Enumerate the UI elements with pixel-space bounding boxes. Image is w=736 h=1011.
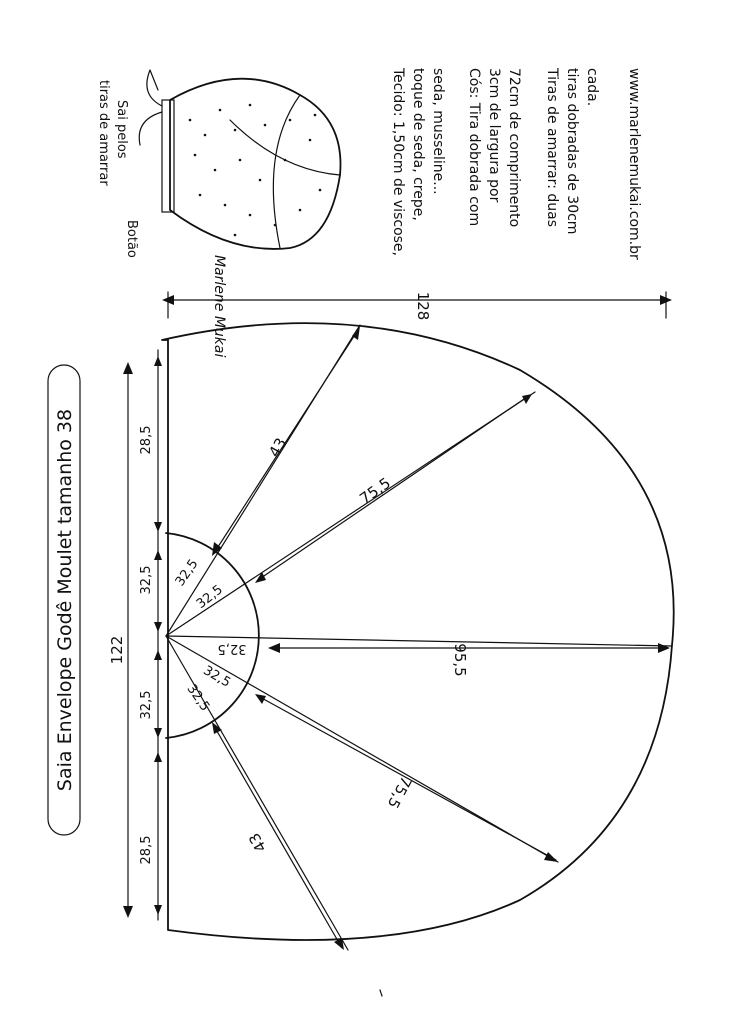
website: www.marlenemukai.com.br <box>626 68 642 260</box>
tick-arrow <box>154 356 162 366</box>
illustration-waistband <box>162 100 174 212</box>
radius-lower-label: 75,5 <box>383 773 416 812</box>
note-tecido-3: seda, musseline... <box>430 68 446 195</box>
signature: Marlene Mukai <box>211 255 227 358</box>
note-tecido: Tecido: 1,50cm de viscose, <box>390 68 406 256</box>
dim-edge-upper-line <box>216 330 358 550</box>
tick-arrow <box>154 650 162 660</box>
tick-arrow <box>154 728 162 738</box>
skirt-outline <box>162 323 674 940</box>
pattern-title: Saia Envelope Godê Moulet tamanho 38 <box>54 408 76 792</box>
tick-arrow <box>154 550 162 560</box>
top-margin-label: 28,5 <box>139 425 154 455</box>
dim-arrow <box>658 643 670 653</box>
note-tiras-2: tiras dobradas de 30cm <box>564 68 580 235</box>
height-dim-label: 122 <box>108 635 126 665</box>
skirt-illustration <box>96 70 341 357</box>
inner-radius-4: 32,5 <box>200 663 234 691</box>
dim-arrow <box>255 694 266 704</box>
stray-mark <box>380 990 382 996</box>
dim-arrow <box>268 643 280 653</box>
illustration-fold-2 <box>230 120 340 175</box>
inner-radius-5: 32,5 <box>183 681 213 715</box>
width-dim-label: 128 <box>414 291 432 321</box>
dim-arrow <box>522 394 532 404</box>
inner-radius-1: 32,5 <box>172 556 202 590</box>
edge-upper-label: 43 <box>265 434 291 461</box>
radius-upper-label: 75,5 <box>356 473 394 508</box>
illustration-label-belt: Botão <box>124 220 139 258</box>
inner-radius-3: 32,5 <box>217 641 247 656</box>
tick-arrow <box>154 905 162 915</box>
height-arrow-top <box>123 362 133 374</box>
dim-edge-lower-line <box>214 726 342 948</box>
waist-curve <box>166 533 259 738</box>
illustration-ties <box>139 70 162 145</box>
note-cos-3: 72cm de comprimento <box>506 68 522 228</box>
title-group <box>48 365 80 835</box>
note-cos: Cós: Tira dobrada com <box>466 68 482 227</box>
note-tecido-2: toque de seda, crepe, <box>410 68 426 221</box>
tick-arrow <box>154 752 162 762</box>
note-cos-2: 3cm de largura por <box>486 68 502 203</box>
illustration-label-ties: tiras de amarrar <box>96 80 111 186</box>
bottom-margin-label: 28,5 <box>139 835 154 865</box>
dim-arrow <box>544 852 558 862</box>
note-tiras: Tiras de amarrar: duas <box>544 68 560 227</box>
inner-radius-2: 32,5 <box>193 582 226 613</box>
illustration-dots <box>189 104 322 237</box>
radius-center-label: 95,5 <box>451 643 469 677</box>
height-arrow-bottom <box>123 906 133 918</box>
illustration-fold <box>273 95 300 248</box>
waist-bottom-label: 32,5 <box>139 690 154 720</box>
illustration-label-ties-2: Sai pelos <box>114 100 129 159</box>
tick-arrow <box>154 622 162 632</box>
edge-lower-label: 43 <box>245 829 271 856</box>
waist-top-label: 32,5 <box>139 565 154 595</box>
illustration-skirt-body <box>170 79 341 249</box>
tick-arrow <box>154 522 162 532</box>
notes-block <box>390 67 642 260</box>
note-tiras-3: cada. <box>584 68 600 107</box>
